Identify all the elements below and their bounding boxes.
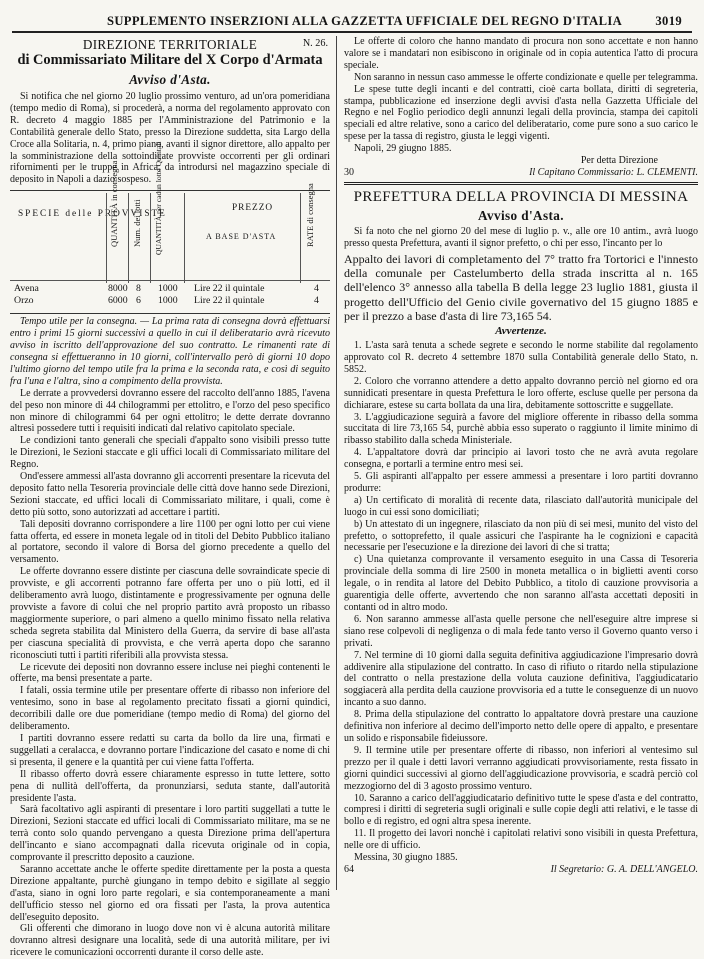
avvertenza-item: 10. Saranno a carico dell'aggiudicatario definitivo tutte le spese d'asta e del contratto, compresi i diritti di segreteria sugli originali e sulle copie degli atti relativi, e le tasse di bollo e di registro, ed ogni altra spesa inerente. <box>344 792 698 828</box>
per-direzione: Per detta Direzione <box>580 155 658 167</box>
header-rule <box>12 31 692 33</box>
prefettura-intro: Si fa noto che nel giorno 20 del mese di luglio p. v., alle ore 10 antim., avrà luogo presso questa Prefettura, avanti il signor prefetto, o chi per esso, l'incanto per lo <box>344 225 698 249</box>
avvertenza-item: 5. Gli aspiranti all'appalto per essere ammessi a presentare i loro partiti dovranno produrre: <box>344 471 698 494</box>
supply-table <box>10 141 330 314</box>
avvertenza-item: c) Una quietanza comprovante il versamento eseguito in una Cassa di Tesoreria provinciale della somma di lire 2500 in moneta metallica o in biglietti aventi corso legale, o in rendita al latore del Debito Pubblico, a titolo di cauzione provvisoria a guarentigia delle offerte, avvertendo che non saranno all'asta accettati depositi in contanti od in altro modo. <box>344 554 698 614</box>
appalto-description: Appalto dei lavori di completamento del 7° tratto fra Tortorici e l'innesto della comunale per Castelumberto della strada inscritta al n. 165 dell'elenco 3° annesso alla tabella B della legge 23 luglio 1881, giusta il progetto dell'Ufficio del Genio civile governativo del 15 giugno 1885 e per il prezzo a base d'asta di lire 73,165 54. <box>344 251 698 323</box>
row1-specie: Avena <box>14 283 39 295</box>
avvertenza-item: 3. L'aggiudicazione seguirà a favore del migliore offerente in ribasso della somma succitata di lire 73,165 54, purchè abbia esso superato o raggiunto il limite minimo di ribasso stabilito dalla scheda Ministeriale. <box>344 411 698 447</box>
table-col-line <box>184 193 185 283</box>
signature-line <box>344 167 698 179</box>
left-paragraph: Le ricevute dei depositi non dovranno essere incluse nei pieghi contenenti le offerte, ma bensì presentate a parte. <box>10 661 330 685</box>
section-rule <box>344 182 698 185</box>
row1-lotti: 8 <box>136 283 141 295</box>
notice-intro: Si notifica che nel giorno 20 luglio prossimo venturo, ad un'ora pomeridiana (tempo medio di Roma), si procederà, a norma del regolamento approvato con R. decreto 4 maggio 1885 per l'Amministrazione del Patrimonio e la Contabilità generale dello Stato, presso la Direzione suddetta, sita Largo della Croce alla Solitaria, n. 4, primo piano, avanti il signor direttore, allo appalto per la somministrazione della sottoindicate provviste occorrenti per gli ordinari rifornimenti per le truppe in Africa, da introdursi nel magazzino speciale di deposito in Napoli a dazio sospeso. <box>10 91 330 186</box>
th-lotti: Num. dei lotti <box>132 199 142 248</box>
row2-quantita: 6000 <box>108 295 128 307</box>
avvertenza-item: 9. Il termine utile per presentare offerte di ribasso, non inferiori al ventesimo sul prezzo per il quale i detti lavori verranno aggiudicati provvisoriamente, resta fissato in giorni quindici successivi al giorno dell'aggiudicazione provvisoria, e scadrà perciò col mezzogiorno del di 3 agosto prossimo venturo. <box>344 744 698 792</box>
table-col-line <box>106 193 107 283</box>
avvertenza-item: 1. L'asta sarà tenuta a schede segrete e secondo le norme stabilite dal regolamento approvato col R. decreto 4 settembre 1870 sulla Contabilità generale dello Stato, n. 5852. <box>344 340 698 375</box>
avvertenza-item: 11. Il progetto dei lavori nonchè i capitolati relativi sono visibili in questa Prefettura, nelle ore di ufficio. <box>344 828 698 852</box>
row2-specie: Orzo <box>14 295 34 307</box>
left-paragraph: Gli offerenti che dimorano in luogo dove non vi è alcuna autorità militare dovranno altresì designare una località, sede di una autorità militare, per ivi ricevere le comunicazioni occorrenti durante il corso delle aste. <box>10 923 330 959</box>
th-prezzo: PREZZO <box>232 203 274 214</box>
table-col-line <box>300 193 301 283</box>
left-paragraph: Sarà facoltativo agli aspiranti di presentare i loro partiti suggellati a tutte le Direzioni, Sezioni staccate ed uffici locali di Commissariato militare, ma se ne terrà conto solo quando pervengano a questa Direzione prima dell'apertura dell'incanto e siano accompagnati dalla ricevuta originale od in copia, comprovante il prescritto deposito a cauzione. <box>10 804 330 864</box>
row1-quantita: 8000 <box>108 283 128 295</box>
left-column <box>10 36 330 959</box>
th-base: A BASE D'ASTA <box>206 232 277 242</box>
avvertenza-item: b) Un attestato di un ingegnere, rilasciato da non più di sei mesi, munito del visto del prefetto, o sottoprefetto, il quale assicuri che l'aspirante ha le cognizioni e capacità necessarie per l'esecuzione e la direzione dei lavori di che si tratta; <box>344 518 698 554</box>
tempo-utile: Tempo utile per la consegna. — La prima rata di consegna dovrà effettuarsi entro i primi 15 giorni successivi a quello in cui il deliberatario avrà ricevuto avviso in iscritto dell'approvazione del suo contratto. Le rimanenti rate di consegna si effettueranno in 10 giorni, coll'intervallo però di giorni 10 dopo l'ultimo giorno del tempo utile fra la prima e la seconda rata, e così di seguito fra l'una e l'altra, sino a compimento della provvista. <box>10 316 330 387</box>
avvertenze-heading: Avvertenze. <box>495 325 547 338</box>
prefettura-heading: PREFETTURA DELLA PROVINCIA DI MESSINA <box>353 188 689 205</box>
notice-number: N. 26. <box>302 38 328 49</box>
th-specie: SPECIE delle PROVVISTE <box>18 209 167 220</box>
table-col-line <box>128 193 129 283</box>
avvertenza-item: 8. Prima della stipulazione del contratto lo appaltatore dovrà prestare una cauzione definitiva non inferiore al decimo dell'importo netto delle opere di appalto, e presentare un solido e risponsabile fideiussore. <box>344 709 698 744</box>
reference-number-2: 64 <box>344 863 354 875</box>
left-paragraph: Tali depositi dovranno corrispondere a lire 1100 per ogni lotto per cui viene fatta offerta, ed essere in moneta legale od in titoli del Debito Pubblico italiano al portatore, secondo il valore di Borsa del giorno precedente a quello del versamento. <box>10 518 330 566</box>
avvertenza-item: 4. L'appaltatore dovrà dar principio ai lavori tosto che ne avrà avuta regolare consegna, e portarli a termine entro mesi sei. <box>344 447 698 471</box>
row1-qlotto: 1000 <box>158 283 178 295</box>
left-paragraph: Le derrate a provvedersi dovranno essere del raccolto dell'anno 1885, l'avena del peso non minore di 44 chilogrammi per ettolitro, e l'orzo del peso specifico non minore di chilogrammi 64 per ogni ettolitro; le dette derrate dovranno altresì possedere tutti i requisiti indicati dal relativo capitolato speciale. <box>10 387 330 435</box>
segretario-signature: Il Segretario: G. A. DELL'ANGELO. <box>550 863 698 875</box>
avvertenza-item: 2. Coloro che vorranno attendere a detto appalto dovranno perciò nel giorno ed ora sunnidicati presentare in questa Prefettura le loro offerte, escluse quelle per persona da dichiarare, estese su carta bollata da una lira, debitamente sottoscritte e suggellate. <box>344 375 698 411</box>
right-paragraph: Le offerte di coloro che hanno mandato di procura non sono accettate e non hanno valore se i mandatari non esibiscono in originale od in copia autentica l'atto di procura speciale. <box>344 36 698 71</box>
place-date-2: Messina, 30 giugno 1885. <box>354 852 458 864</box>
direzione-heading: DIREZIONE TERRITORIALE <box>82 37 258 52</box>
right-paragraph: Non saranno in nessun caso ammesse le offerte condizionate e quelle per telegramma. <box>354 71 698 83</box>
left-paragraph: Le condizioni tanto generali che speciali d'appalto sono visibili presso tutte le Direzioni, le Sezioni staccate e gli uffici locali di Commissariato militare del Regno. <box>10 435 330 471</box>
table-col-line <box>150 193 151 283</box>
th-quantita: QUANTITÀ in consegna <box>109 160 119 248</box>
th-rate: RATE di consegna <box>305 183 315 248</box>
page-number: 3019 <box>655 14 682 28</box>
avviso-heading: Avviso d'Asta. <box>129 72 211 87</box>
place-date: Napoli, 29 giugno 1885. <box>354 143 452 155</box>
left-paragraph: Il ribasso offerto dovrà essere chiaramente espresso in tutte lettere, sotto pena di nullità dell'offerta, da pronunziarsi, seduta stante, dall'autorità presidente l'asta. <box>10 768 330 804</box>
left-paragraph: Saranno accettate anche le offerte spedite direttamente per la posta a questa Direzione appaltante, purchè giungano in tempo debito e sigillate al seggio d'asta, siano in ogni loro parte regolari, e sia contemporaneamente a mani dell'ufficio stesso nel giorno ed ora fissati per l'asta, la prova autentica dell'eseguito deposito. <box>10 863 330 923</box>
left-paragraph: I partiti dovranno essere redatti su carta da bollo da lire una, firmati e suggellati a ceralacca, e dovranno portare l'indicazione del casato e nome di chi si presenta, il genere e la quantità per cui viene fatta l'offerta. <box>10 732 330 768</box>
avvertenza-item: a) Un certificato di moralità di recente data, rilasciato dall'autorità municipale del luogo in cui essi sono domiciliati; <box>344 494 698 518</box>
avviso-heading-2: Avviso d'Asta. <box>478 207 564 223</box>
avvertenza-item: 7. Nel termine di 10 giorni dalla seguita definitiva aggiudicazione l'impresario dovrà addivenire alla stipulazione del contratto. In caso di rifiuto o ritardo nella stipulazione del contratto o nella prestazione della voluta cauzione definitiva, l'aggiudicatario soggiacerà alla perdita della cauzione provvisoria ed a tutte le conseguenze di un nuovo incanto a suo danno. <box>344 649 698 709</box>
signature-line-2 <box>344 864 698 876</box>
commissariato-heading: di Commissariato Militare del X Corpo d'Armata <box>17 52 323 68</box>
row2-qlotto: 1000 <box>158 295 178 307</box>
avvertenza-item: 6. Non saranno ammesse all'asta quelle persone che nell'eseguire altre imprese si siano rese colpevoli di negligenza o di mala fede tanto verso il Governo quanto verso i privati. <box>344 613 698 649</box>
table-header-sep <box>10 280 330 281</box>
right-column <box>344 36 698 892</box>
row2-rate: 4 <box>314 295 319 307</box>
right-paragraph: Le spese tutte degli incanti e del contratti, cioè carta bollata, diritti di segreteria, stampa, pubblicazione ed inserzione degli avvisi d'asta nella Gazzetta Ufficiale del Regno e nel Foglio periodico degli annunzi legali della provincia, stampa dei capitoli speciali ed altre relative, sono a carico del deliberatario, come pure sono a suo carico le spese per la tassa di registro, giusta le leggi vigenti. <box>344 83 698 143</box>
row1-rate: 4 <box>314 283 319 295</box>
left-paragraph: I fatali, ossia termine utile per presentare offerte di ribasso non inferiore del ventesimo, sono in base al regolamento precitato fissati a giorni quindici, decorribili dalle ore due pomeridiane (tempo medio di Roma) del giorno del deliberamento. <box>10 685 330 733</box>
capitano-signature: Il Capitano Commissario: L. CLEMENTI. <box>529 166 698 178</box>
column-divider <box>336 36 337 890</box>
gazette-title: SUPPLEMENTO INSERZIONI ALLA GAZZETTA UFFICIALE DEL REGNO D'ITALIA <box>107 14 623 28</box>
left-paragraph: Ond'essere ammessi all'asta dovranno gli accorrenti presentare la ricevuta del deposito fatto nella Tesoreria provinciale delle città dove hanno sede Direzioni, Sezioni staccate, ed uffici locali di Commissariato militare, i quali, come è detto più sotto, sono autorizzati ad accettare i partiti. <box>10 471 330 518</box>
reference-number: 30 <box>344 166 354 178</box>
th-qlotto: QUANTITÀ per cadun lotto Quintali <box>154 141 163 256</box>
row2-lotti: 6 <box>136 295 141 307</box>
left-paragraph: Le offerte dovranno essere distinte per ciascuna delle sovraindicate specie di provviste, e gli accorrenti potranno fare offerta per uno o più lotti, ed il deliberamento avrà luogo, distintamente e progressivamente per ognuna delle provviste a favore di colui che nel proprio partito avrà proposto un ribasso maggiormente superiore, o pari almeno a quello minimo fissato nella relativa scheda segreta stabilita dal Ministero della Guerra, da servire di base all'asta per ciascuna specialità di provvista, e che verrà aperta dopo che saranno riconosciuti tutti i partiti riferibili alla provvista stessa. <box>10 566 330 661</box>
row1-prezzo: Lire 22 il quintale <box>194 283 265 295</box>
running-header <box>12 14 692 30</box>
row2-prezzo: Lire 22 il quintale <box>194 295 265 307</box>
